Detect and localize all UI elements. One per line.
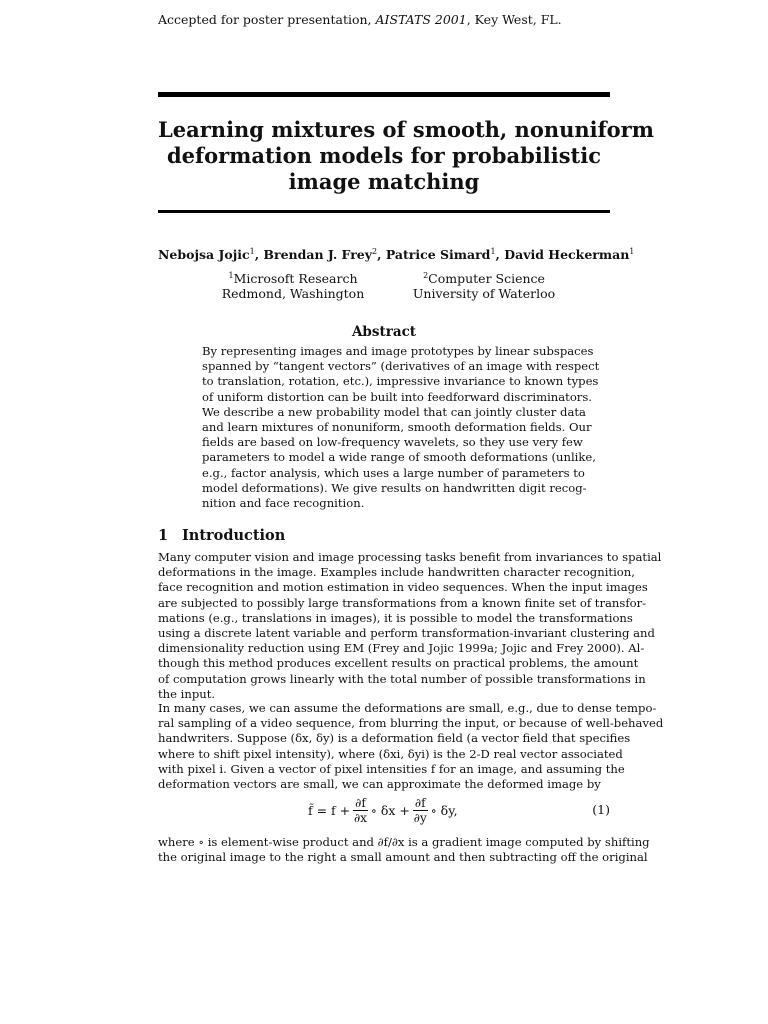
affiliation [400,271,568,301]
equation-term: ∘ δy, [430,802,458,818]
abstract-line: nition and face recognition. [202,496,365,511]
fraction-denominator: ∂y [413,810,427,825]
abstract-line: parameters to model a wide range of smooth deformations (unlike, [202,450,596,465]
abstract-line: and learn mixtures of nonuniform, smooth deformation fields. Our [202,420,592,435]
body-line: are subjected to possibly large transformations from a known finite set of transfor- [158,595,647,610]
body-line: dimensionality reduction using EM (Frey and Jojic 1999a; Jojic and Frey 2000). Al- [158,641,645,656]
abstract-line: We describe a new probability model that can jointly cluster data [202,404,586,419]
affiliation-line [400,271,568,286]
title-rule-bottom [158,210,610,213]
title-line: image matching [288,169,480,194]
partial-fraction [413,796,428,825]
author-affil-mark: 1 [249,246,255,256]
body-line: ral sampling of a video sequence, from blurring the input, or because of well-behaved [158,716,664,731]
affil-location: Redmond, Washington [221,286,365,301]
body-paragraph [158,550,662,702]
author-separator: , [254,247,264,262]
title-rule-top [158,92,610,97]
body-paragraph [158,701,664,792]
affiliation [210,271,376,301]
body-line: with pixel i. Given a vector of pixel intensities f for an image, and assuming the [158,761,625,776]
body-line: deformation vectors are small, we can approximate the deformed image by [158,777,601,792]
paper-title [158,117,654,195]
affiliation-line [210,271,376,286]
affil-institution: Microsoft Research [233,271,358,286]
abstract-line: of uniform distortion can be built into feedforward discriminators. [202,389,592,404]
venue-note-prefix: Accepted for poster presentation, [158,12,376,27]
body-line: where ∘ is element-wise product and ∂f/∂x is a gradient image computed by shifting [158,835,650,849]
author-name: Patrice Simard [385,247,491,262]
equation-lhs: f̃ = f + [308,802,351,818]
author-affil-mark: 1 [629,246,635,256]
title-line: deformation models for probabilistic [167,143,601,168]
abstract-line: to translation, rotation, etc.), impressive invariance to known types [202,374,599,389]
abstract-heading: Abstract [351,324,417,340]
abstract-line: By representing images and image prototypes by linear subspaces [202,344,594,358]
body-line: handwriters. Suppose (δx, δy) is a deformation field (a vector field that specifies [158,731,631,746]
author-name: Brendan J. Frey [263,247,372,262]
body-paragraph [158,835,650,865]
author-name: David Heckerman [504,247,630,262]
author-separator: , [377,247,386,262]
affil-mark: 2 [423,270,429,280]
author-affil-mark: 2 [372,246,378,256]
author-affil-mark: 1 [490,246,496,256]
body-line: In many cases, we can assume the deformations are small, e.g., due to dense tempo- [158,701,657,715]
fraction-denominator: ∂x [353,810,367,825]
abstract-line: spanned by “tangent vectors” (derivatives of an image with respect [202,359,600,374]
body-line: mations (e.g., translations in images), it is possible to model the transformations [158,610,633,625]
section-number: 1 [158,527,169,544]
body-line: though this method produces excellent results on practical problems, the amount [158,656,639,671]
equation-term: ∘ δx + [370,802,410,818]
affil-location: University of Waterloo [412,286,556,301]
equation-number: (1) [592,802,610,817]
affil-institution: Computer Science [428,271,545,286]
body-line: face recognition and motion estimation in video sequences. When the input images [158,580,648,595]
author-separator: , [495,247,505,262]
body-line: Many computer vision and image processing tasks benefit from invariances to spatial [158,550,662,564]
title-line: Learning mixtures of smooth, nonuniform [158,117,654,142]
equation-body [308,793,458,827]
body-line: of computation grows linearly with the total number of possible transformations in [158,671,646,686]
fraction-numerator: ∂f [414,795,426,810]
author-list [158,246,635,262]
body-line: deformations in the image. Examples include handwritten character recognition, [158,565,635,580]
body-line: using a discrete latent variable and perform transformation-invariant clustering and [158,626,655,641]
body-line: where to shift pixel intensity), where (δxi, δyi) is the 2-D real vector associated [158,746,623,761]
abstract-line: fields are based on low-frequency wavelets, so they use very few [202,435,583,450]
author-name: Nebojsa Jojic [158,247,250,262]
section-title: Introduction [182,527,286,544]
abstract-line: e.g., factor analysis, which uses a large number of parameters to [202,465,585,480]
venue-note-suffix: , Key West, FL. [466,12,562,27]
partial-fraction [353,796,368,825]
equation-1 [158,793,610,827]
venue-name: AISTATS 2001 [375,12,467,27]
affil-mark: 1 [228,270,234,280]
abstract-body [202,344,600,511]
abstract-line: model deformations). We give results on handwritten digit recog- [202,480,587,495]
venue-note [158,12,562,27]
body-line: the original image to the right a small amount and then subtracting off the original [158,850,648,865]
body-line: the input. [158,686,216,701]
fraction-numerator: ∂f [355,795,366,810]
section-heading [158,527,285,544]
